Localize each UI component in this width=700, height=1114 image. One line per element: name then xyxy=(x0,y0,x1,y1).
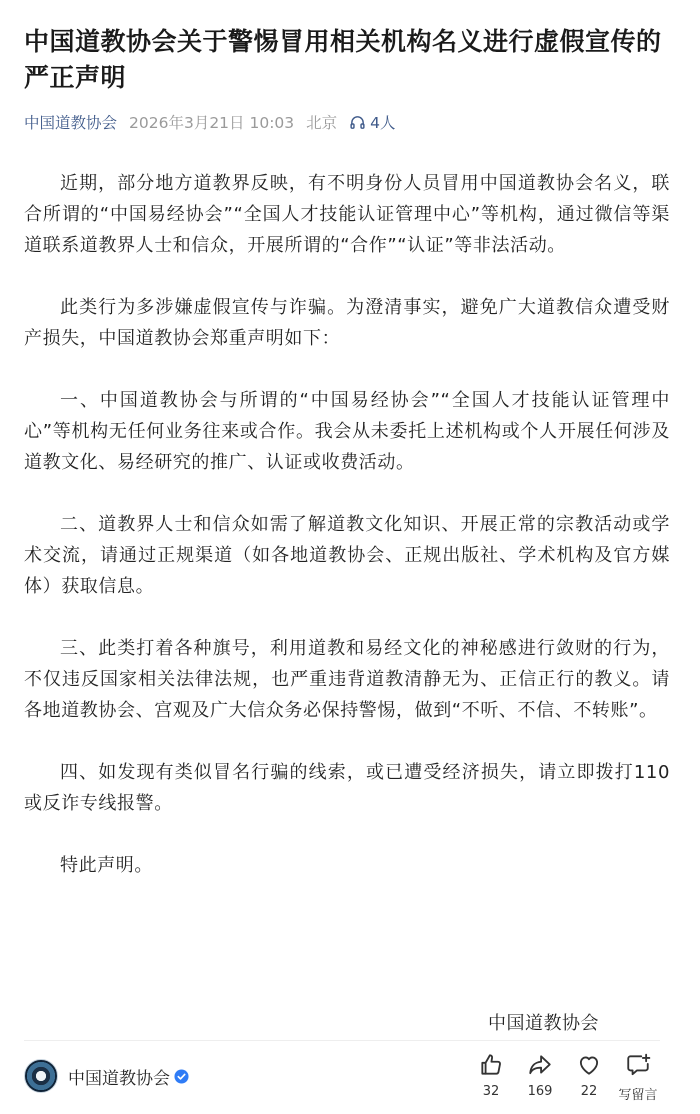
favorite-count: 22 xyxy=(580,1084,598,1099)
heart-icon xyxy=(576,1052,602,1078)
share-button[interactable] xyxy=(512,1052,568,1099)
article-meta xyxy=(24,110,670,134)
article xyxy=(24,24,670,912)
paragraph-point-4: 四、如发现有类似冒名行骗的线索，或已遭受经济损失，请立即拨打110或反诈专线报警。 xyxy=(24,762,670,814)
paragraph-statement-lead: 此类行为多涉嫌虚假宣传与诈骗。为澄清事实，避免广大道教信众遭受财产损失，中国道教协会郑重声明如下： xyxy=(24,297,670,349)
favorite-button[interactable] xyxy=(561,1052,617,1099)
paragraph-closing: 特此声明。 xyxy=(60,855,153,876)
comment-button[interactable] xyxy=(610,1052,666,1103)
paragraph-point-3: 三、此类打着各种旗号，利用道教和易经文化的神秘感进行敛财的行为，不仅违反国家相关法律法规，也严重违背道教清静无为、正信正行的教义。请各地道教协会、宫观及广大信众务必保持警惕，做到“不听、不信、不转账”。 xyxy=(24,638,670,721)
comment-label: 写留言 xyxy=(618,1088,658,1103)
thumbs-up-icon xyxy=(478,1052,504,1078)
author-name[interactable]: 中国道教协会 xyxy=(68,1068,170,1089)
listener-count: 4人 xyxy=(370,114,396,132)
publish-datetime: 2026年3月21日 10:03 xyxy=(129,114,295,132)
article-signature: 中国道教协会 xyxy=(488,1013,599,1034)
article-body xyxy=(24,168,670,881)
action-bar xyxy=(0,1052,700,1112)
paragraph-point-2: 二、道教界人士和信众如需了解道教文化知识、开展正常的宗教活动或学术交流，请通过正规渠道（如各地道教协会、正规出版社、学术机构及官方媒体）获取信息。 xyxy=(24,514,670,597)
footer-divider xyxy=(24,1040,660,1041)
paragraph-point-1: 一、中国道教协会与所谓的“中国易经协会”“全国人才技能认证管理中心”等机构无任何业务往来或合作。我会从未委托上述机构或个人开展任何涉及道教文化、易经研究的推广、认证或收费活动。 xyxy=(24,390,670,473)
comment-plus-icon xyxy=(625,1052,651,1078)
like-count: 32 xyxy=(482,1084,500,1099)
source-account-link[interactable]: 中国道教协会 xyxy=(24,114,118,132)
article-title: 中国道教协会关于警惕冒用相关机构名义进行虚假宣传的严正声明 xyxy=(24,27,662,92)
headphones-icon xyxy=(349,114,366,131)
share-count: 169 xyxy=(527,1084,553,1099)
paragraph-intro: 近期，部分地方道教界反映，有不明身份人员冒用中国道教协会名义，联合所谓的“中国易经协会”“全国人才技能认证管理中心”等机构，通过微信等渠道联系道教界人士和信众，开展所谓的“合作”“认证”等非法活动。 xyxy=(24,173,670,256)
like-button[interactable] xyxy=(463,1052,519,1099)
share-arrow-icon xyxy=(527,1052,553,1078)
publish-location: 北京 xyxy=(306,114,338,132)
listen-button[interactable] xyxy=(349,111,395,133)
